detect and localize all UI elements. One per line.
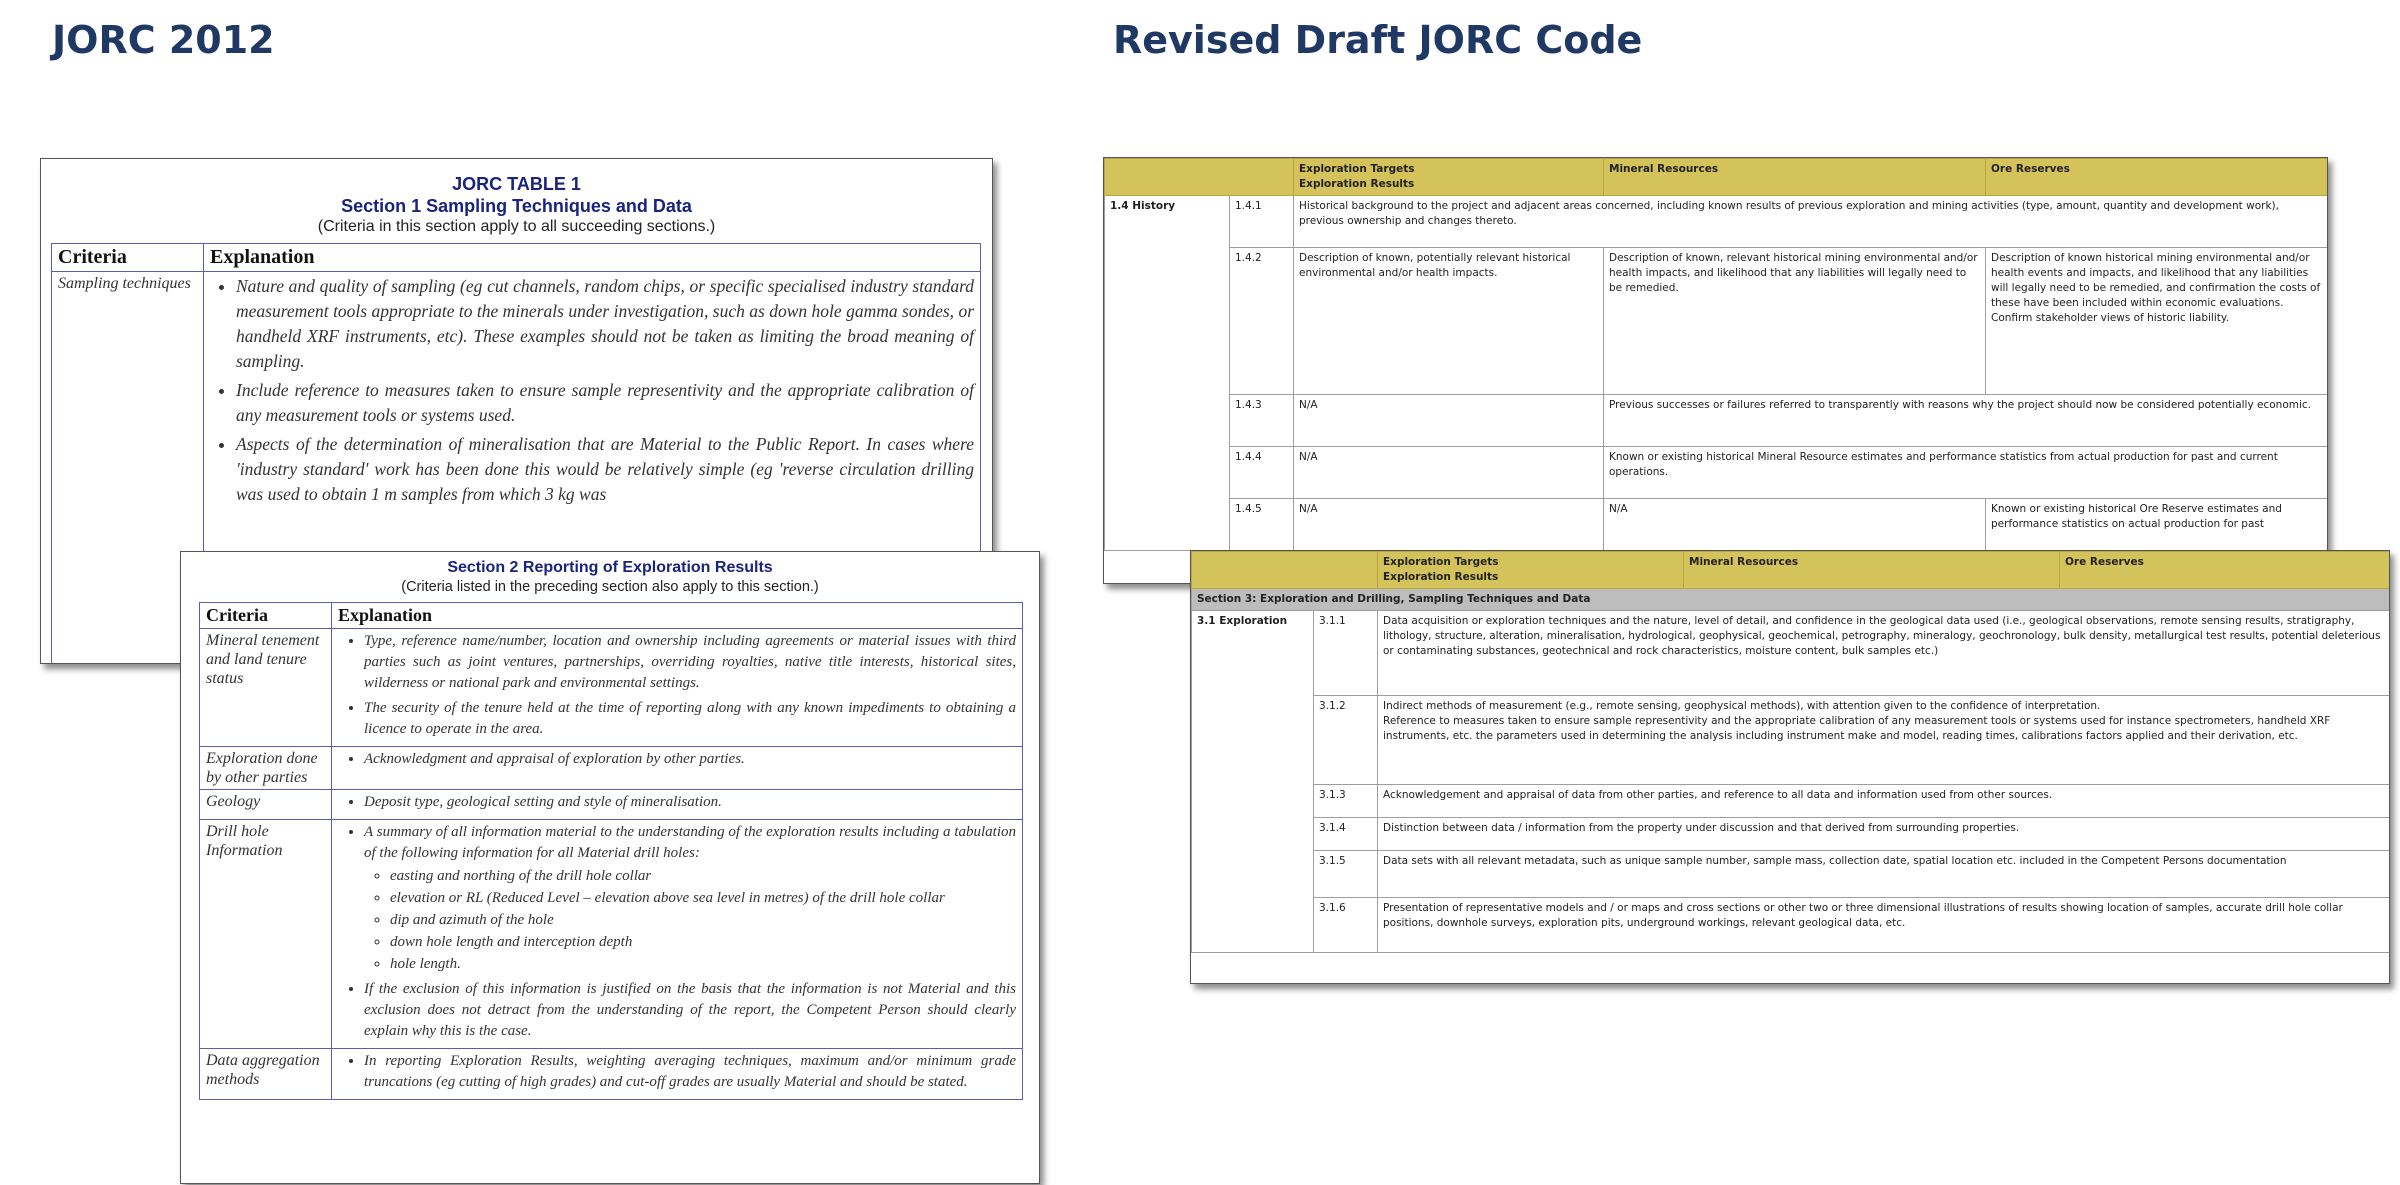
drill-hole-lead: A summary of all information material to the understanding of the exploration results including a tabulation of the following information for all Material drill holes:: [364, 824, 1016, 861]
row-number: 3.1.6: [1314, 898, 1378, 953]
table-row: [1192, 785, 2391, 818]
header-ore-reserves: Ore Reserves: [1986, 159, 2329, 196]
criteria-cell: Sampling techniques: [52, 272, 204, 665]
row-text: N/A: [1294, 395, 1604, 447]
row-number: 1.4.1: [1230, 196, 1294, 248]
section-title-row: [1192, 589, 2391, 611]
row-text: N/A: [1604, 499, 1986, 551]
history-table: [1104, 158, 2328, 551]
explanation-cell: [332, 629, 1023, 747]
list-item: • Aspects of the determination of mineralisation that are Material to the Public Report. In cases where 'industry standard' work has been done this would be relatively simple (eg 'reverse circulation drilling was used to obtain 1 m samples from which 3 kg was: [236, 432, 974, 507]
list-item: • Include reference to measures taken to ensure sample representivity and the appropriate calibration of any measurement tools or systems used.: [236, 378, 974, 428]
list-item: ◦ dip and azimuth of the hole: [390, 910, 1016, 931]
explanation-cell: [332, 747, 1023, 790]
list-item: • Nature and quality of sampling (eg cut channels, random chips, or specific specialised industry standard measurement tools appropriate to the minerals under investigation, such as down hole gamma sondes, or handheld XRF instruments, etc). These examples should not be taken as limiting the broad meaning of sampling.: [236, 274, 974, 374]
section1-title: Section 1 Sampling Techniques and Data: [341, 196, 692, 216]
row-text: Known or existing historical Ore Reserve estimates and performance statistics on actual production for past: [1986, 499, 2329, 551]
table-row: [200, 790, 1023, 820]
jorc-2012-heading: JORC 2012: [52, 18, 275, 62]
row-number: 3.1.4: [1314, 818, 1378, 851]
table-row: [200, 629, 1023, 747]
row-number: 1.4.5: [1230, 499, 1294, 551]
row-number: 3.1.1: [1314, 611, 1378, 696]
list-item: • In reporting Exploration Results, weighting averaging techniques, maximum and/or minimum grade truncations (eg cutting of high grades) and cut-off grades are usually Material and should be stated.: [364, 1051, 1016, 1093]
row-text: Historical background to the project and adjacent areas concerned, including known results of previous exploration and mining activities (type, amount, quantity and development work), previous ownership and changes thereto.: [1294, 196, 2329, 248]
header-mineral-resources: Mineral Resources: [1684, 552, 2060, 589]
section2-title: Section 2 Reporting of Exploration Results: [447, 559, 773, 576]
table-row: [1192, 898, 2391, 953]
table-row: [1192, 818, 2391, 851]
row-text: Data sets with all relevant metadata, such as unique sample number, sample mass, collection date, spatial location etc. included in the Competent Persons documentation: [1378, 851, 2391, 898]
table-row: [200, 820, 1023, 1049]
table-row: [200, 1049, 1023, 1100]
header-ore-reserves: Ore Reserves: [2060, 552, 2391, 589]
row-text: Description of known historical mining environmental and/or health events and impacts, and likelihood that any liabilities will legally need to be remedied, and confirmation the costs of these have been included within economic evaluations. Confirm stakeholder views of historic liability.: [1986, 248, 2329, 395]
section-id: 1.4 History: [1105, 196, 1230, 551]
row-number: 1.4.3: [1230, 395, 1294, 447]
row-number: 3.1.2: [1314, 696, 1378, 785]
row-number: 3.1.3: [1314, 785, 1378, 818]
revised-history-panel: [1103, 157, 2328, 584]
explanation-header: Explanation: [204, 244, 981, 272]
jorc-table1-section2-panel: [180, 551, 1040, 1184]
criteria-cell: Exploration done by other parties: [200, 747, 332, 790]
section1-note: (Criteria in this section apply to all succeeding sections.): [317, 218, 716, 235]
explanation-cell: [332, 790, 1023, 820]
table-row: [1105, 499, 2329, 551]
table-row: [1192, 611, 2391, 696]
section-id: 3.1 Exploration: [1192, 611, 1314, 953]
table-row: [1192, 696, 2391, 785]
explanation-cell: [332, 820, 1023, 1049]
row-text: Presentation of representative models and / or maps and cross sections or other two or three dimensional illustrations of results showing location of samples, accurate drill hole collar positions, downhole surveys, exploration pits, underground workings, relevant geological data, etc.: [1378, 898, 2391, 953]
list-item: • Deposit type, geological setting and style of mineralisation.: [364, 792, 1016, 813]
revised-exploration-panel: [1190, 550, 2390, 984]
header-mineral-resources: Mineral Resources: [1604, 159, 1986, 196]
list-item: ◦ easting and northing of the drill hole collar: [390, 866, 1016, 887]
section2-note: (Criteria listed in the preceding section also apply to this section.): [401, 579, 819, 595]
criteria-cell: Drill hole Information: [200, 820, 332, 1049]
list-item: • If the exclusion of this information is justified on the basis that the information is not Material and this exclusion does not detract from the understanding of the report, the Competent Person should clearly explain why this is the case.: [364, 979, 1016, 1042]
table-row: [1192, 851, 2391, 898]
table-row: [200, 747, 1023, 790]
list-item: • Type, reference name/number, location and ownership including agreements or material issues with third parties such as joint ventures, partnerships, overriding royalties, native title interests, historical sites, wilderness or national park and environmental settings.: [364, 631, 1016, 694]
row-text: Description of known, potentially relevant historical environmental and/or health impacts.: [1294, 248, 1604, 395]
row-number: 1.4.4: [1230, 447, 1294, 499]
section-title: Section 3: Exploration and Drilling, Sampling Techniques and Data: [1192, 589, 2391, 611]
list-item: • The security of the tenure held at the time of reporting along with any known impediments to obtaining a licence to operate in the area.: [364, 698, 1016, 740]
row-number: 3.1.5: [1314, 851, 1378, 898]
explanation-cell: [332, 1049, 1023, 1100]
row-text: Description of known, relevant historical mining environmental and/or health impacts, and likelihood that any liabilities will legally need to be remedied.: [1604, 248, 1986, 395]
explanation-header: Explanation: [332, 603, 1023, 629]
row-text: Indirect methods of measurement (e.g., remote sensing, geophysical methods), with attention given to the confidence of interpretation. Reference to measures taken to ensure sample representivity and the appropriate calibration of any measurement tools or systems used for instance spectrometers, handheld XRF instruments, etc. the parameters used in determining the analysis including instrument make and model, reading times, calibrations factors applied and their derivation, etc.: [1378, 696, 2391, 785]
section2-table: [199, 602, 1023, 1100]
revised-draft-heading: Revised Draft JORC Code: [1113, 18, 1643, 62]
list-item: [364, 822, 1016, 975]
row-text: N/A: [1294, 499, 1604, 551]
list-item: • Acknowledgment and appraisal of exploration by other parties.: [364, 749, 1016, 770]
list-item: ◦ elevation or RL (Reduced Level – elevation above sea level in metres) of the drill hole collar: [390, 888, 1016, 909]
table-row: [1105, 447, 2329, 499]
criteria-header: Criteria: [52, 244, 204, 272]
list-item: ◦ down hole length and interception depth: [390, 932, 1016, 953]
row-text: Acknowledgement and appraisal of data from other parties, and reference to all data and information used from other sources.: [1378, 785, 2391, 818]
table-row: [1105, 196, 2329, 248]
criteria-cell: Data aggregation methods: [200, 1049, 332, 1100]
criteria-cell: Mineral tenement and land tenure status: [200, 629, 332, 747]
table-row: [1105, 395, 2329, 447]
row-text: Previous successes or failures referred to transparently with reasons why the project should now be considered potentially economic.: [1604, 395, 2329, 447]
row-text: Known or existing historical Mineral Resource estimates and performance statistics from actual production for past and current operations.: [1604, 447, 2329, 499]
criteria-cell: Geology: [200, 790, 332, 820]
criteria-header: Criteria: [200, 603, 332, 629]
table-header-row: [1105, 159, 2329, 196]
table-header-row: [1192, 552, 2391, 589]
header-exploration: Exploration Targets Exploration Results: [1378, 552, 1684, 589]
row-number: 1.4.2: [1230, 248, 1294, 395]
header-exploration: Exploration Targets Exploration Results: [1294, 159, 1604, 196]
row-text: N/A: [1294, 447, 1604, 499]
jorc-table-title: JORC TABLE 1: [452, 174, 581, 194]
exploration-table: [1191, 551, 2390, 953]
list-item: ◦ hole length.: [390, 954, 1016, 975]
row-text: Data acquisition or exploration techniques and the nature, level of detail, and confidence in the geological data used (i.e., geological observations, remote sensing results, stratigraphy, lithology, structure, alteration, mineralisation, hydrological, geophysical, geochemical, petrography, mineralogy, geochronology, bulk density, metallurgical test results, potential deleterious or contaminating substances, geotechnical and rock characteristics, moisture content, bulk samples etc.): [1378, 611, 2391, 696]
table-row: [1105, 248, 2329, 395]
row-text: Distinction between data / information from the property under discussion and that derived from surrounding properties.: [1378, 818, 2391, 851]
